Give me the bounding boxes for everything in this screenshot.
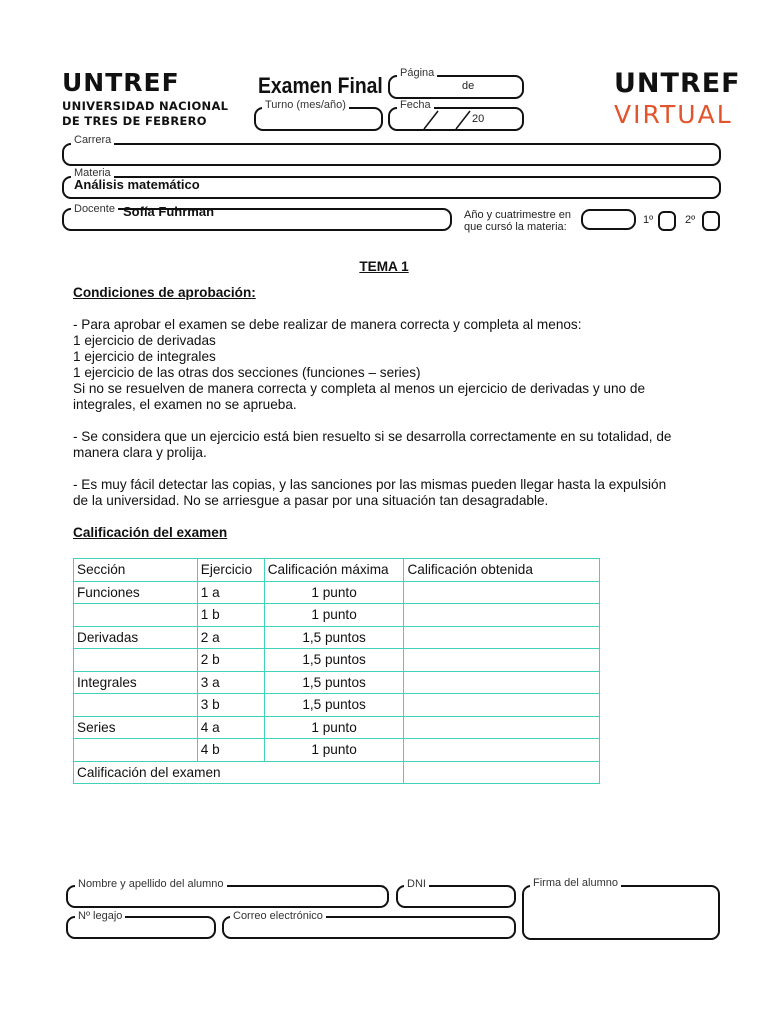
cell-obtenida[interactable] bbox=[404, 739, 600, 762]
header-cell-ejercicio: Ejercicio bbox=[197, 559, 264, 582]
conditions-heading: Condiciones de aprobación: bbox=[73, 285, 256, 300]
cell-max: 1,5 puntos bbox=[264, 694, 404, 717]
cell-obtenida[interactable] bbox=[404, 581, 600, 604]
table-row bbox=[74, 739, 600, 762]
fecha-label: Fecha bbox=[397, 99, 434, 111]
cell-obtenida[interactable] bbox=[404, 626, 600, 649]
legajo-label: Nº legajo bbox=[75, 910, 125, 922]
carrera-label: Carrera bbox=[71, 134, 114, 146]
docente-label: Docente bbox=[71, 203, 118, 215]
cell-max: 1 punto bbox=[264, 716, 404, 739]
cell-ejercicio: 3 b bbox=[197, 694, 264, 717]
paragraph-copies-line1: - Es muy fácil detectar las copias, y las sanciones por las mismas pueden llegar hasta la expulsión bbox=[73, 477, 667, 492]
cuatri-2-checkbox[interactable] bbox=[702, 211, 720, 231]
university-name-line1: UNIVERSIDAD NACIONAL bbox=[62, 99, 229, 113]
cursada-text bbox=[464, 209, 571, 233]
cuatri-2-label: 2º bbox=[685, 214, 696, 226]
cell-ejercicio: 1 a bbox=[197, 581, 264, 604]
condition-line: 1 ejercicio de integrales bbox=[73, 349, 216, 364]
untref-virtual-logo-bottom: VIRTUAL bbox=[614, 100, 733, 129]
header-cell-obtenida: Calificación obtenida bbox=[404, 559, 600, 582]
paragraph-correct bbox=[73, 429, 733, 461]
cell-obtenida[interactable] bbox=[404, 694, 600, 717]
untref-logo: UNTREF bbox=[62, 68, 180, 97]
nombre-label: Nombre y apellido del alumno bbox=[75, 878, 227, 890]
materia-label: Materia bbox=[71, 167, 114, 179]
table-row bbox=[74, 671, 600, 694]
correo-label: Correo electrónico bbox=[230, 910, 326, 922]
fecha-year: 20 bbox=[472, 113, 485, 125]
cell-seccion: Integrales bbox=[74, 671, 198, 694]
table-row bbox=[74, 649, 600, 672]
grading-heading: Calificación del examen bbox=[73, 525, 228, 540]
condition-line: Si no se resuelven de manera correcta y completa al menos un ejercicio de derivadas y uno de bbox=[73, 381, 646, 396]
firma-label: Firma del alumno bbox=[530, 877, 621, 889]
cell-seccion bbox=[74, 739, 198, 762]
paragraph-correct-line1: - Se considera que un ejercicio está bien resuelto si se desarrolla correctamente en su totalidad, de bbox=[73, 429, 672, 444]
cell-seccion: Series bbox=[74, 716, 198, 739]
cell-max: 1 punto bbox=[264, 604, 404, 627]
turno-label: Turno (mes/año) bbox=[262, 99, 349, 111]
table-row bbox=[74, 604, 600, 627]
cell-obtenida[interactable] bbox=[404, 716, 600, 739]
cursada-line1: Año y cuatrimestre en bbox=[464, 209, 571, 221]
cell-ejercicio: 3 a bbox=[197, 671, 264, 694]
table-row bbox=[74, 626, 600, 649]
cuatri-1-label: 1º bbox=[643, 214, 654, 226]
paragraph-correct-line2: manera clara y prolija. bbox=[73, 445, 207, 460]
cell-ejercicio: 1 b bbox=[197, 604, 264, 627]
fecha-slashes bbox=[418, 107, 478, 131]
untref-virtual-logo-top: UNTREF bbox=[614, 68, 741, 99]
cell-seccion bbox=[74, 649, 198, 672]
tema-heading: TEMA 1 bbox=[359, 259, 409, 274]
cell-ejercicio: 2 a bbox=[197, 626, 264, 649]
cell-ejercicio: 4 b bbox=[197, 739, 264, 762]
condition-line: 1 ejercicio de las otras dos secciones (funciones – series) bbox=[73, 365, 421, 380]
cell-seccion bbox=[74, 604, 198, 627]
cell-ejercicio: 2 b bbox=[197, 649, 264, 672]
cell-seccion: Funciones bbox=[74, 581, 198, 604]
docente-value: Sofía Fuhrman bbox=[123, 204, 215, 219]
table-header-row bbox=[74, 559, 600, 582]
cursada-year-field[interactable] bbox=[581, 209, 636, 230]
paragraph-copies-line2: de la universidad. No se arriesgue a pasar por una situación tan desagradable. bbox=[73, 493, 549, 508]
cell-obtenida[interactable] bbox=[404, 649, 600, 672]
header-cell-seccion: Sección bbox=[74, 559, 198, 582]
paragraph-copies bbox=[73, 477, 733, 509]
header-cell-max: Calificación máxima bbox=[264, 559, 404, 582]
pagina-label: Página bbox=[397, 67, 437, 79]
cell-max: 1,5 puntos bbox=[264, 626, 404, 649]
carrera-field[interactable] bbox=[62, 143, 721, 166]
firma-field[interactable] bbox=[522, 885, 720, 940]
pagina-de-text: de bbox=[462, 80, 475, 92]
materia-value: Análisis matemático bbox=[74, 177, 200, 192]
table-row bbox=[74, 694, 600, 717]
cell-obtenida[interactable] bbox=[404, 671, 600, 694]
cell-max: 1,5 puntos bbox=[264, 671, 404, 694]
cell-seccion: Derivadas bbox=[74, 626, 198, 649]
grades-table bbox=[73, 558, 600, 784]
page-title: Examen Final bbox=[258, 73, 383, 98]
total-value-cell[interactable] bbox=[404, 761, 600, 784]
condition-line: 1 ejercicio de derivadas bbox=[73, 333, 216, 348]
cell-max: 1 punto bbox=[264, 581, 404, 604]
cell-obtenida[interactable] bbox=[404, 604, 600, 627]
dni-label: DNI bbox=[404, 878, 429, 890]
cursada-line2: que cursó la materia: bbox=[464, 221, 567, 233]
total-label-cell: Calificación del examen bbox=[74, 761, 404, 784]
cuatri-1-checkbox[interactable] bbox=[658, 211, 676, 231]
cell-max: 1 punto bbox=[264, 739, 404, 762]
cell-ejercicio: 4 a bbox=[197, 716, 264, 739]
table-total-row bbox=[74, 761, 600, 784]
condition-line: - Para aprobar el examen se debe realizar de manera correcta y completa al menos: bbox=[73, 317, 582, 332]
cell-seccion bbox=[74, 694, 198, 717]
table-row bbox=[74, 716, 600, 739]
condition-line: integrales, el examen no se aprueba. bbox=[73, 397, 297, 412]
university-name-line2: DE TRES DE FEBRERO bbox=[62, 114, 207, 128]
cell-max: 1,5 puntos bbox=[264, 649, 404, 672]
table-row bbox=[74, 581, 600, 604]
conditions-list bbox=[73, 317, 713, 413]
docente-field[interactable] bbox=[62, 208, 452, 231]
